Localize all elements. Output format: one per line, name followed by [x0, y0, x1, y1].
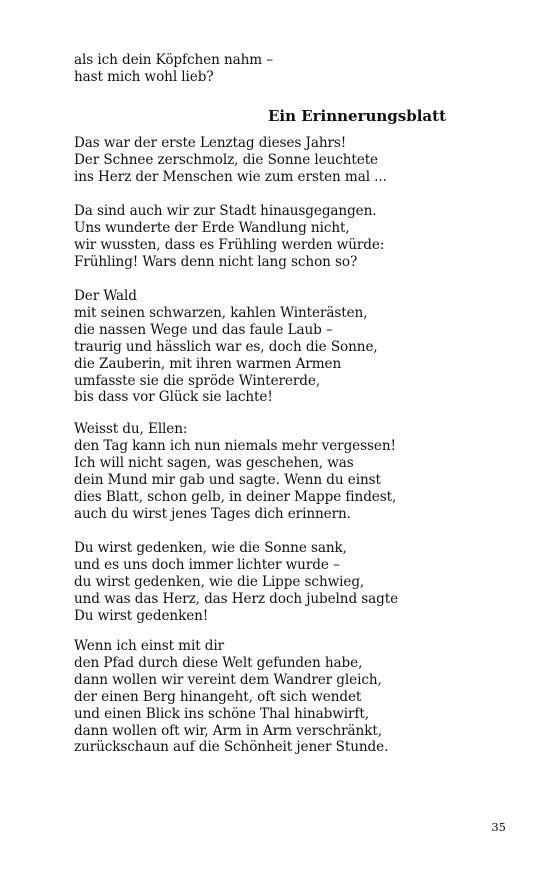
- lead-lines: als ich dein Köpfchen nahm – hast mich wohl lieb?: [74, 52, 273, 85]
- stanza: Da sind auch wir zur Stadt hinausgegangen. Uns wunderte der Erde Wandlung nicht, wir wussten, dass es Frühling werden würde: Frühling! Wars denn nicht lang schon so?: [74, 203, 385, 270]
- stanza: Wenn ich einst mit dir den Pfad durch diese Welt gefunden habe, dann wollen wir vereint dem Wandrer gleich, der einen Berg hinangeht, oft sich wendet und einen Blick ins schöne Thal hinabwirft, dann wollen oft wir, Arm in Arm verschränkt, zurückschaun auf die Schönheit jener Stunde.: [74, 638, 389, 756]
- stanza: Der Wald mit seinen schwarzen, kahlen Winterästen, die nassen Wege und das faule Laub – traurig und hässlich war es, doch die Sonne, die Zauberin, mit ihren warmen Armen umfasste sie die spröde Wintererde, bis dass vor Glück sie lachte!: [74, 288, 378, 406]
- stanza: Das war der erste Lenztag dieses Jahrs! Der Schnee zerschmolz, die Sonne leuchtete ins Herz der Menschen wie zum ersten mal ...: [74, 135, 387, 185]
- stanza: Du wirst gedenken, wie die Sonne sank, und es uns doch immer lichter wurde – du wirst gedenken, wie die Lippe schwieg, und was das Herz, das Herz doch jubelnd sagte Du wirst gedenken!: [74, 540, 399, 624]
- poem-title: Ein Erinnerungsblatt: [267, 107, 446, 125]
- page-number: 35: [491, 820, 506, 834]
- stanza: Weisst du, Ellen: den Tag kann ich nun niemals mehr vergessen! Ich will nicht sagen, was geschehen, was dein Mund mir gab und sagte. Wenn du einst dies Blatt, schon gelb, in deiner Mappe findest, auch du wirst jenes Tages dich erinnern.: [74, 421, 397, 522]
